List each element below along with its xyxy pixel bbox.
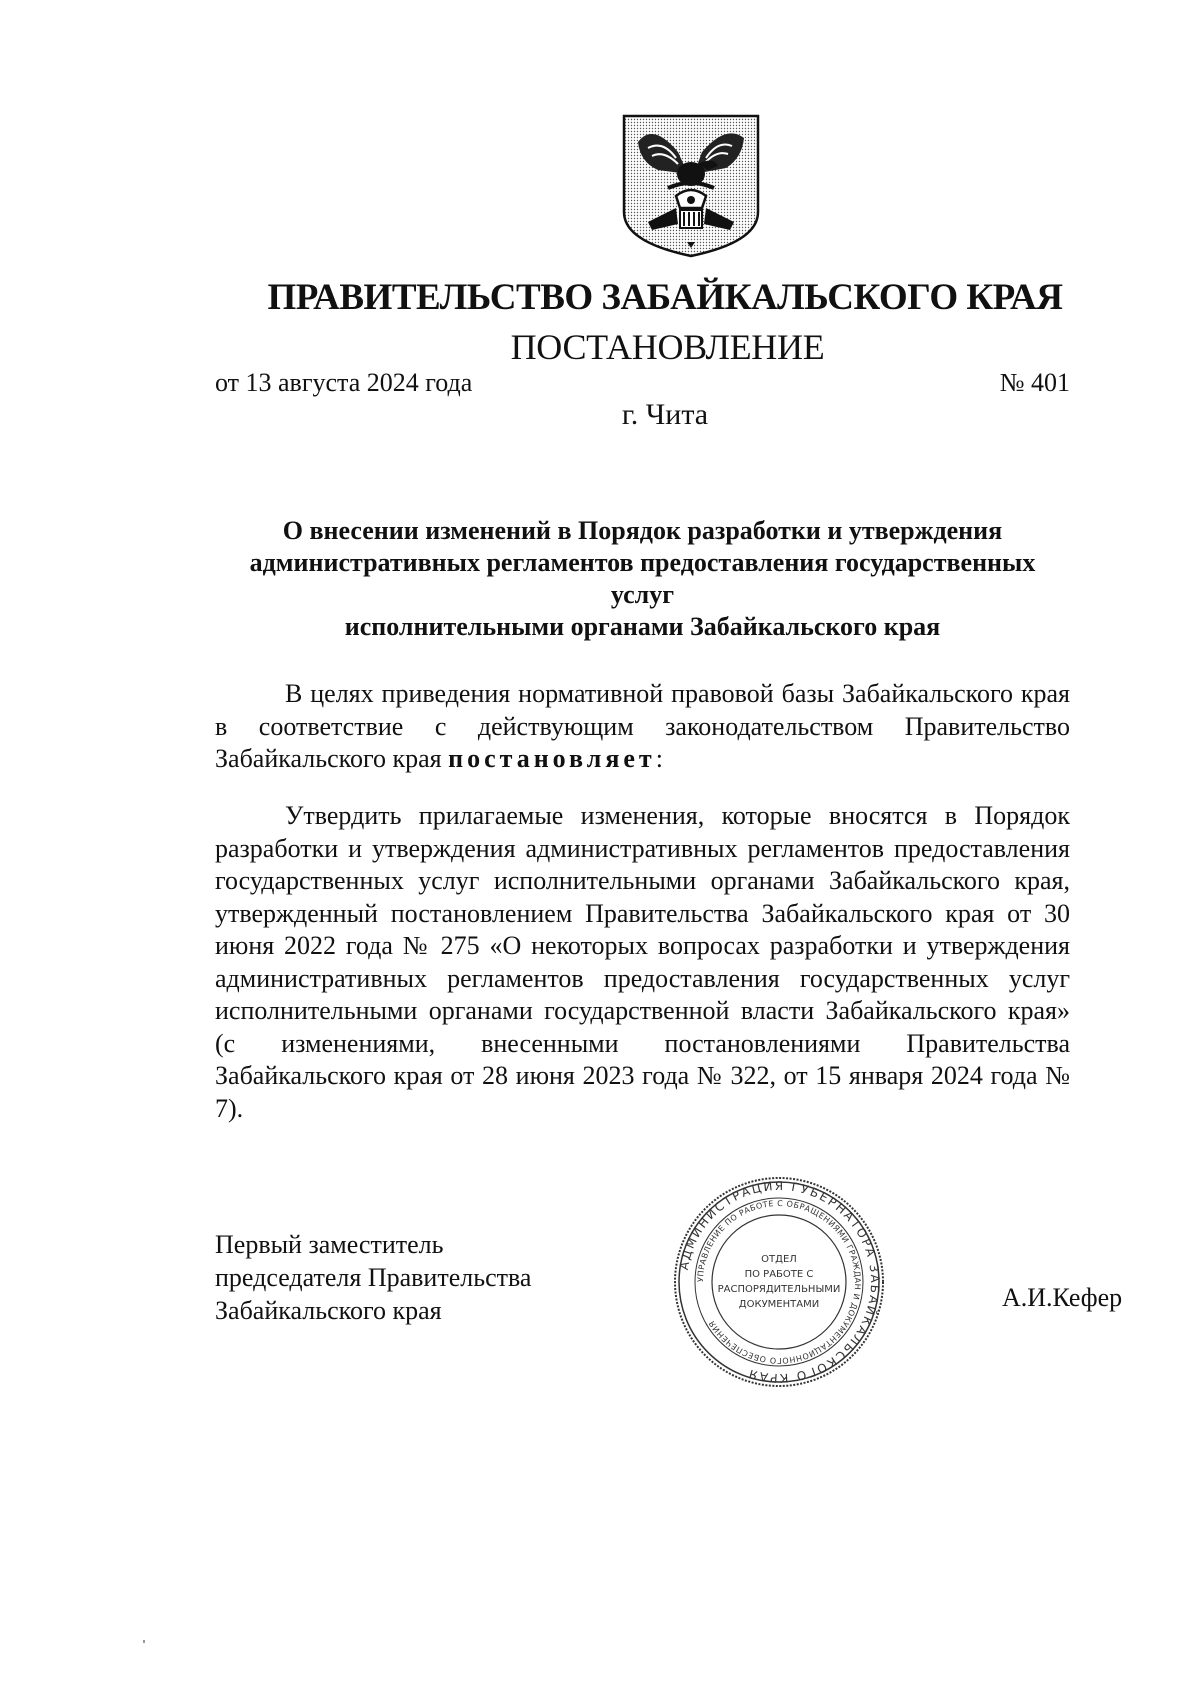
svg-text:АДМИНИСТРАЦИЯ ГУБЕРНАТОРА ЗАБА	[677, 1179, 882, 1385]
subject-line: О внесении изменений в Порядок разработки и утверждения	[282, 516, 1003, 545]
document-number: № 401	[999, 368, 1070, 397]
stamp-outer-text: АДМИНИСТРАЦИЯ ГУБЕРНАТОРА ЗАБАЙКАЛЬСКОГО КРАЯ	[676, 1178, 883, 1386]
preamble-text: В целях приведения нормативной правовой базы Забайкальского края в соответствие с действующим законодательством Правительство Забайкальского края	[215, 679, 1070, 773]
document-city: г. Чита	[621, 398, 709, 431]
stamp-center-line: ДОКУМЕНТАМИ	[738, 1299, 820, 1310]
stamp-center-line: ОТДЕЛ	[761, 1254, 797, 1265]
preamble-paragraph	[215, 678, 1070, 776]
signer-position	[215, 1228, 531, 1327]
signer-position-line: Забайкальского края	[215, 1296, 442, 1325]
stamp-inner-text: УПРАВЛЕНИЕ ПО РАБОТЕ С ОБРАЩЕНИЯМИ ГРАЖДАН И ДОКУМЕНТАЦИОННОГО ОБЕСПЕЧЕНИЯ	[695, 1198, 863, 1366]
stamp-center-line: ПО РАБОТЕ С	[744, 1269, 814, 1280]
document-date: от 13 августа 2024 года	[215, 368, 473, 397]
document-subject	[215, 515, 1070, 643]
signer-name: А.И.Кефер	[1002, 1283, 1123, 1312]
preamble-colon: :	[655, 744, 663, 773]
subject-line: административных регламентов предоставления государственных услуг	[249, 548, 1036, 609]
scan-speck	[143, 1640, 145, 1643]
signer-position-line: Первый заместитель	[215, 1230, 444, 1259]
document-type: ПОСТАНОВЛЕНИЕ	[510, 327, 825, 367]
coat-of-arms-icon	[618, 112, 764, 260]
stamp-center-line: РАСПОРЯДИТЕЛЬНЫМИ	[717, 1284, 841, 1295]
government-title: ПРАВИТЕЛЬСТВО ЗАБАЙКАЛЬСКОГО КРАЯ	[267, 277, 1063, 318]
svg-text:УПРАВЛЕНИЕ ПО РАБОТЕ С ОБРАЩЕН	[696, 1199, 862, 1365]
subject-line: исполнительными органами Забайкальского края	[344, 612, 941, 641]
signer-position-line: председателя Правительства	[215, 1263, 532, 1292]
resolves-word: постановляет	[448, 744, 656, 773]
official-stamp	[671, 1174, 887, 1390]
resolution-paragraph: Утвердить прилагаемые изменения, которые вносятся в Порядок разработки и утверждения административных регламентов предоставления государственных услуг исполнительными органами Забайкальского края, утвержденный постановлением Правительства Забайкальского края от 30 июня 2022 года № 275 «О некоторых вопросах разработки и утверждения административных регламентов предоставления государственных услуг исполнительными органами государственной власти Забайкальского края» (с изменениями, внесенными постановлениями Правительства Забайкальского края от 28 июня 2023 года № 322, от 15 января 2024 года № 7).	[215, 801, 1070, 1123]
